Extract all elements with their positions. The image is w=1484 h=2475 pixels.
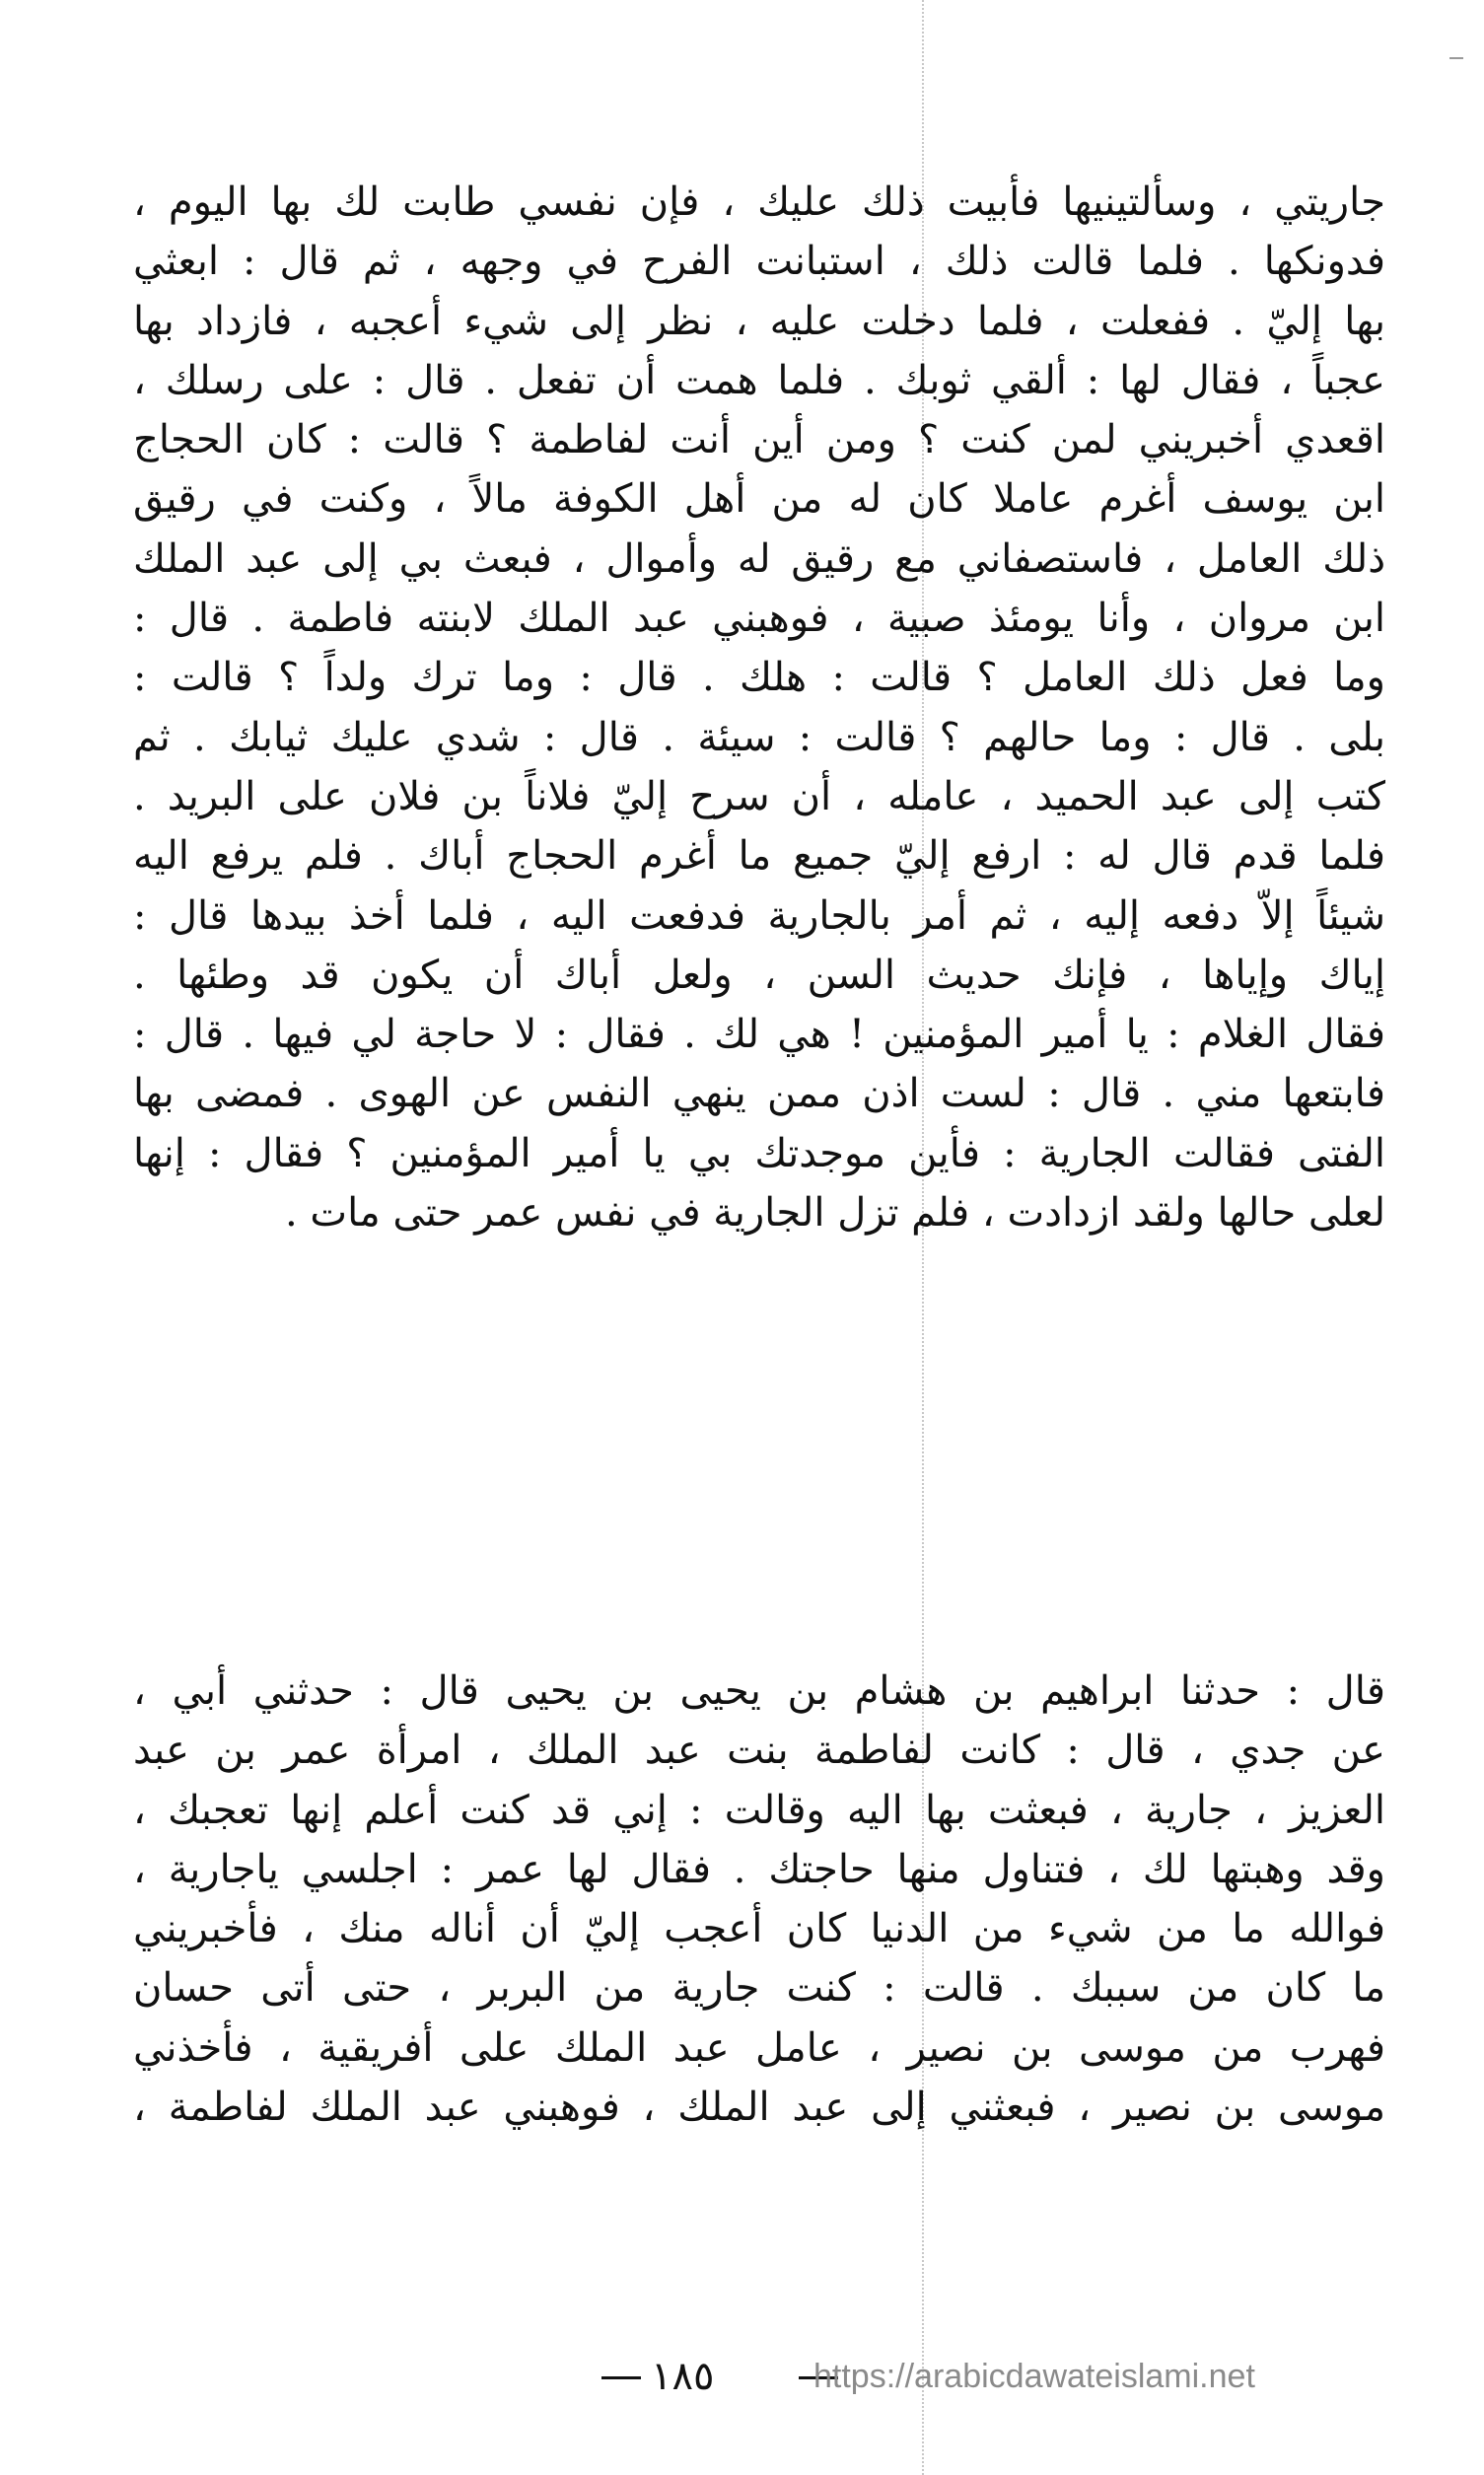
text-line: كتب إلى عبد الحميد ، عامله ، أن سرح إليّ فلاناً بن فلان على البريد . bbox=[133, 773, 1385, 819]
text-line: شيئاً إلاّ دفعه إليه ، ثم أمر بالجارية فدفعت اليه ، فلما أخذ بيدها قال : bbox=[133, 892, 1385, 939]
text-line: موسى بن نصير ، فبعثني إلى عبد الملك ، فوهبني عبد الملك لفاطمة ، bbox=[133, 2085, 1385, 2131]
text-line: فوالله ما من شيء من الدنيا كان أعجب إليّ أن أناله منك ، فأخبريني bbox=[133, 1906, 1385, 1952]
text-line: ابن يوسف أغرم عاملا كان له من أهل الكوفة مالاً ، وكنت في رقيق bbox=[133, 476, 1385, 523]
page-number: ١٨٥ bbox=[651, 2354, 715, 2399]
corner-scan-mark bbox=[1449, 57, 1463, 59]
paragraph-2 bbox=[133, 1662, 1385, 2137]
text-line: بلى . قال : وما حالهم ؟ قالت : سيئة . قال : شدي عليك ثيابك . ثم bbox=[133, 714, 1385, 760]
text-line: وما فعل ذلك العامل ؟ قالت : هلك . قال : وما ترك ولداً ؟ قالت : bbox=[133, 655, 1385, 701]
text-line: عن جدي ، قال : كانت لفاطمة بنت عبد الملك ، امرأة عمر بن عبد bbox=[133, 1728, 1385, 1774]
text-line: جاريتي ، وسألتينيها فأبيت ذلك عليك ، فإن نفسي طابت لك بها اليوم ، bbox=[133, 179, 1385, 225]
text-line: ذلك العامل ، فاستصفاني مع رقيق له وأموال ، فبعث بي إلى عبد الملك bbox=[133, 535, 1385, 582]
text-line: فقال الغلام : يا أمير المؤمنين ! هي لك . فقال : لا حاجة لي فيها . قال : bbox=[133, 1012, 1385, 1058]
text-line: ما كان من سببك . قالت : كنت جارية من البربر ، حتى أتى حسان bbox=[133, 1965, 1385, 2012]
text-line: فهرب من موسى بن نصير ، عامل عبد الملك على أفريقية ، فأخذني bbox=[133, 2024, 1385, 2071]
text-line: إياك وإياها ، فإنك حديث السن ، ولعل أباك أن يكون قد وطئها . bbox=[133, 952, 1385, 998]
paragraph-1 bbox=[133, 173, 1385, 1242]
text-line: بها إليّ . ففعلت ، فلما دخلت عليه ، نظر إلى شيء أعجبه ، فازداد بها bbox=[133, 298, 1385, 344]
watermark-url: https://arabicdawateislami.net bbox=[813, 2358, 1255, 2395]
page-footer bbox=[0, 2347, 1484, 2406]
text-line: عجباً ، فقال لها : ألقي ثوبك . فلما همت أن تفعل . قال : على رسلك ، bbox=[133, 357, 1385, 403]
footer-dash bbox=[601, 2376, 641, 2379]
text-line: ابن مروان ، وأنا يومئذ صبية ، فوهبني عبد الملك لابنته فاطمة . قال : bbox=[133, 596, 1385, 642]
text-line: وقد وهبتها لك ، فتناول منها حاجتك . فقال لها عمر : اجلسي ياجارية ، bbox=[133, 1846, 1385, 1892]
text-line: لعلى حالها ولقد ازدادت ، فلم تزل الجارية في نفس عمر حتى مات . bbox=[284, 1190, 1385, 1237]
text-line: العزيز ، جارية ، فبعثت بها اليه وقالت : إني قد كنت أعلم إنها تعجبك ، bbox=[133, 1787, 1385, 1833]
text-line: فدونكها . فلما قالت ذلك ، استبانت الفرح في وجهه ، ثم قال : ابعثي bbox=[133, 239, 1385, 285]
text-line: قال : حدثنا ابراهيم بن هشام بن يحيى بن يحيى قال : حدثني أبي ، bbox=[133, 1668, 1385, 1714]
text-line: فلما قدم قال له : ارفع إليّ جميع ما أغرم الحجاج أباك . فلم يرفع اليه bbox=[133, 833, 1385, 880]
text-line: فابتعها مني . قال : لست اذن ممن ينهي النفس عن الهوى . فمضى بها bbox=[133, 1071, 1385, 1117]
text-line: اقعدي أخبريني لمن كنت ؟ ومن أين أنت لفاطمة ؟ قالت : كان الحجاج bbox=[133, 417, 1385, 463]
text-line: الفتى فقالت الجارية : فأين موجدتك بي يا أمير المؤمنين ؟ فقال : إنها bbox=[133, 1130, 1385, 1176]
